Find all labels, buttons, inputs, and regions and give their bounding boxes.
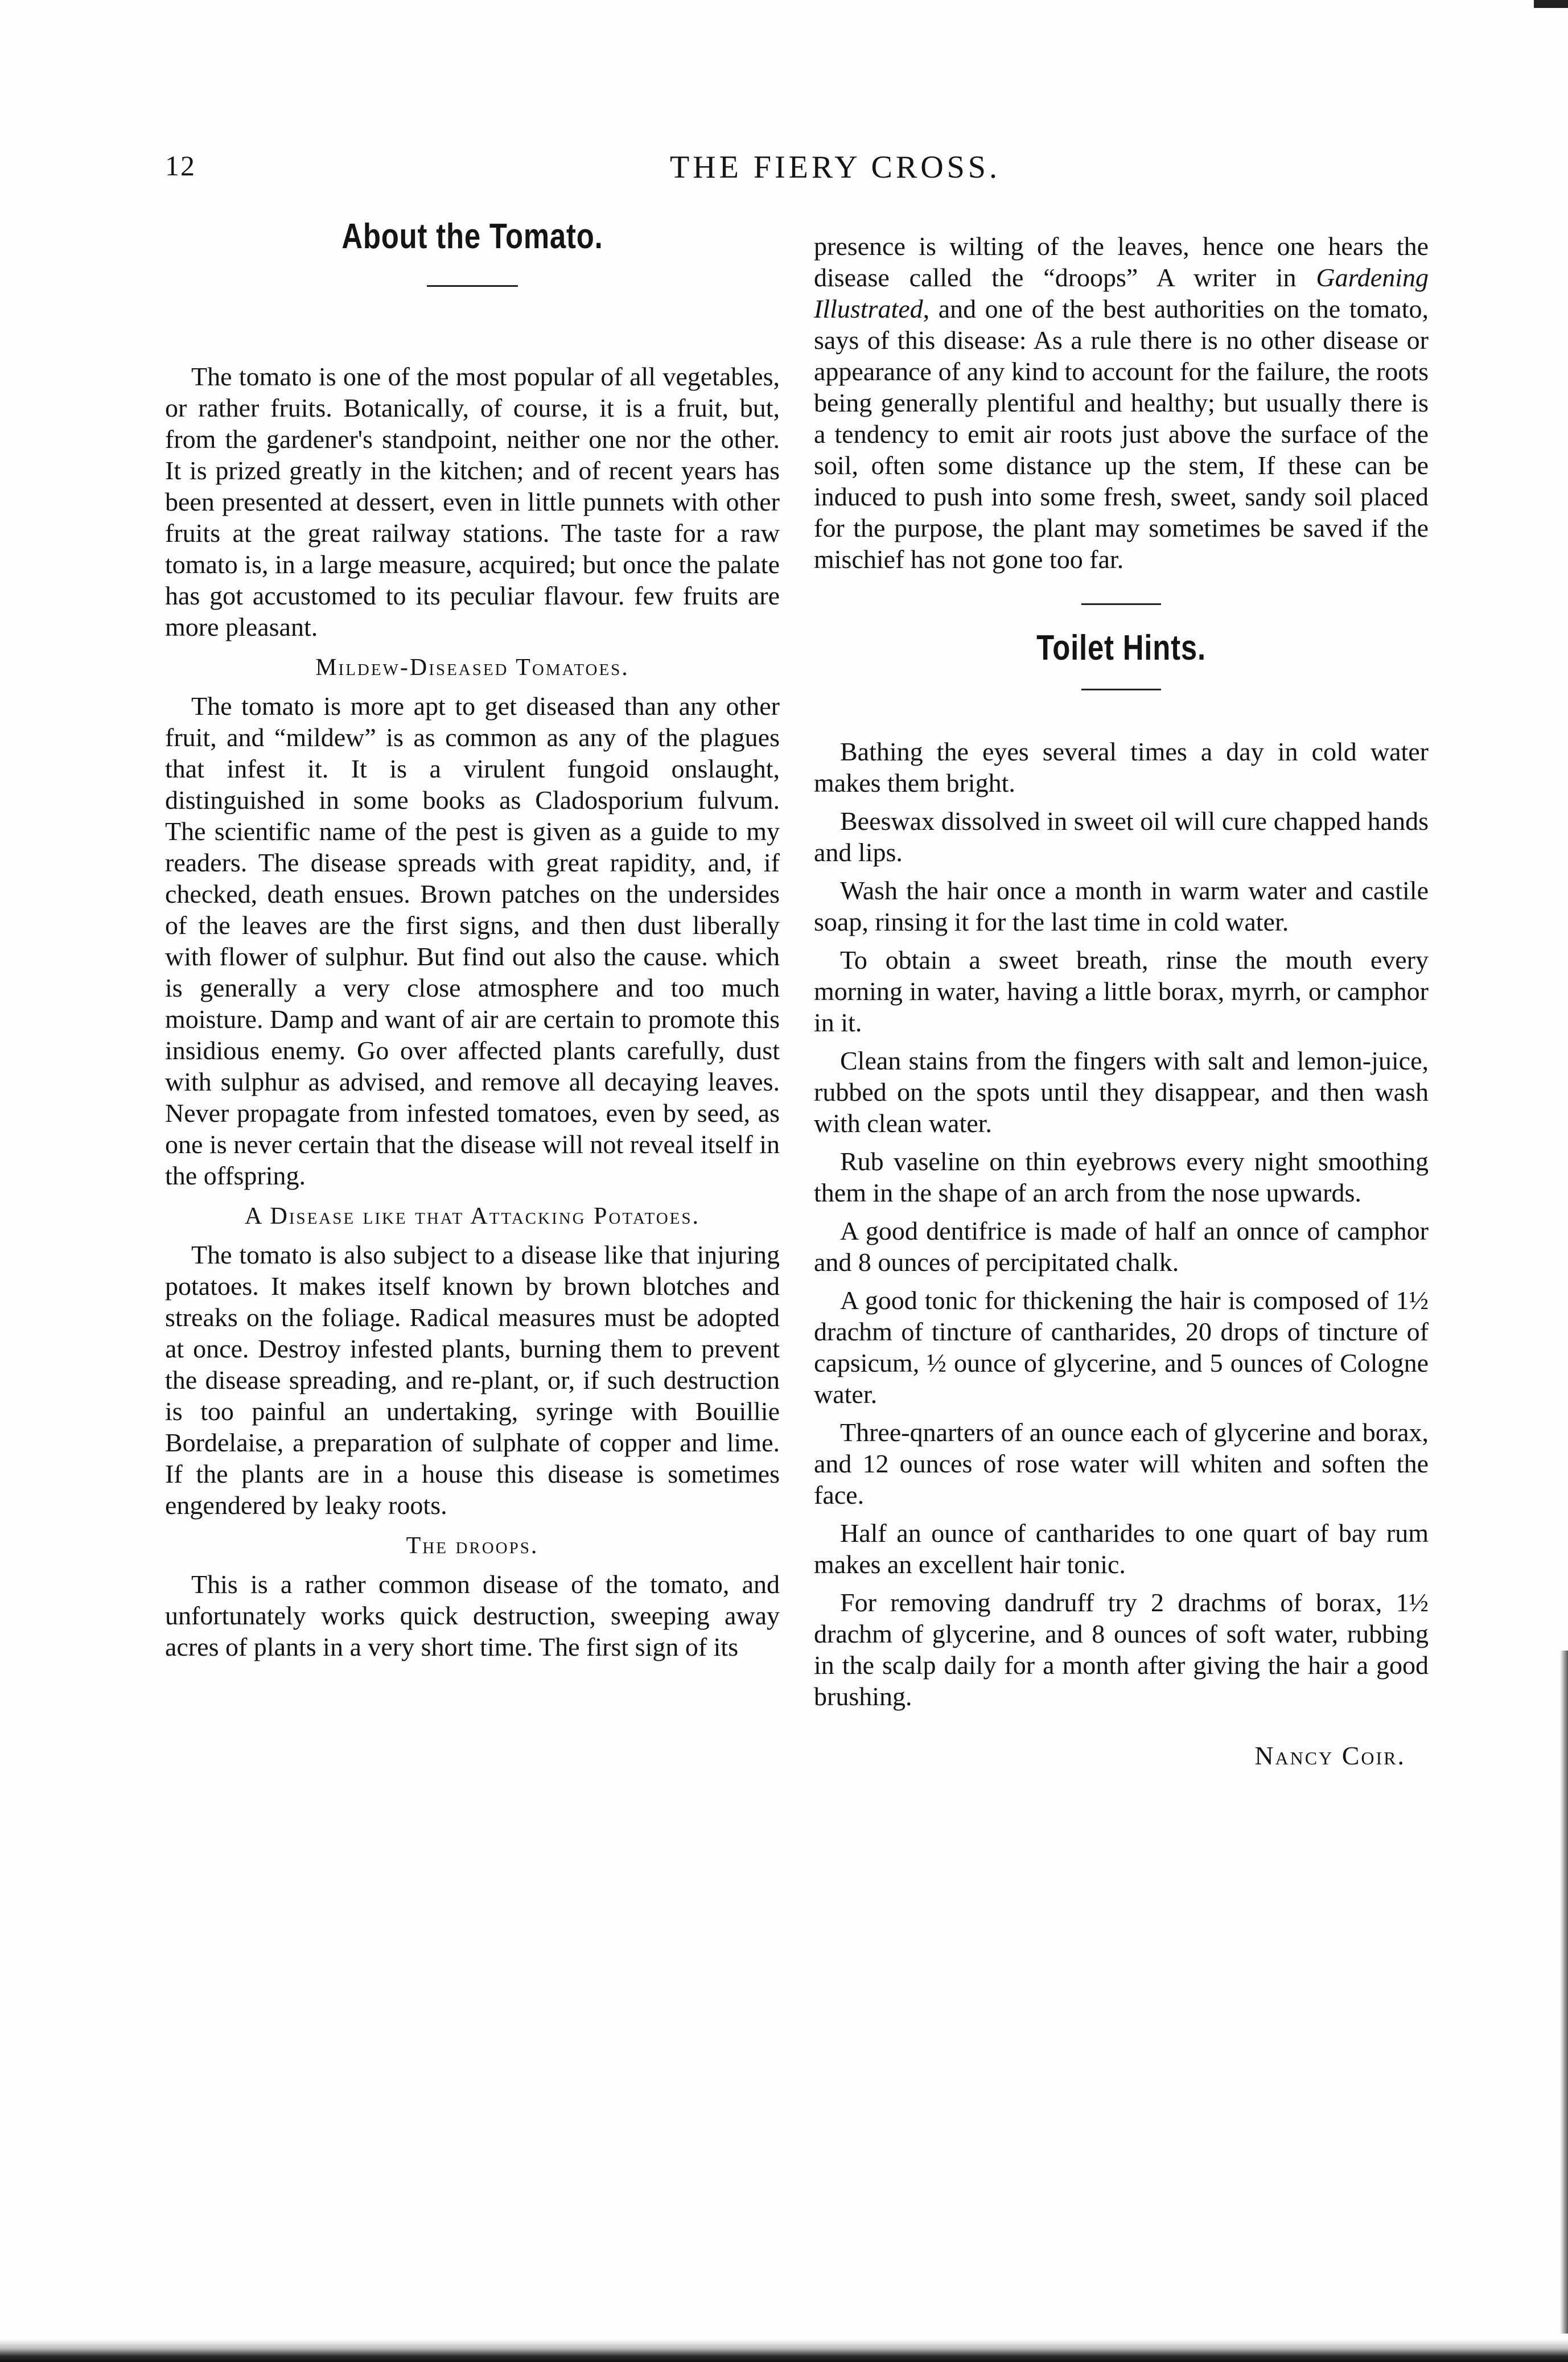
- toilet-title-rule: [1081, 689, 1161, 690]
- scan-right-edge: [1560, 1651, 1568, 2334]
- running-title: THE FIERY CROSS.: [670, 150, 1001, 185]
- potato-disease-paragraph: The tomato is also subject to a disease like that injuring potatoes. It makes itself known by brown blotches and streaks on the foliage. Radical measures must be adopted at once. Destroy infested plants, burning them to prevent the disease spreading, and re-plant, or, if such destruction is too painful an undertaking, syringe with Bouillie Bordelaise, a preparation of sulphate of copper and lime. If the plants are in a house this disease is sometimes engendered by leaky roots.: [165, 1240, 780, 1520]
- mildew-paragraph: The tomato is more apt to get diseased than any other fruit, and “mildew” is as common as any of the plagues that infest it. It is a virulent fungoid onslaught, distinguished in some books as Cladosporium fulvum. The scientific name of the pest is given as a guide to my readers. The disease spreads with great rapidity, and, if checked, death ensues. Brown patches on the undersides of the leaves are the first signs, and then dust liberally with flower of sulphur. But find out also the cause. which is generally a very close atmosphere and too much moisture. Damp and want of air are certain to promote this insidious enemy. Go over affected plants carefully, dust with sulphur as advised, and remove all decaying leaves. Never propagate from infested tomatoes, even by seed, as one is never certain that the disease will not reveal itself in the offspring.: [165, 692, 780, 1190]
- scan-bottom-edge: [0, 2339, 1568, 2362]
- droops-cont-text-1: presence is wilting of the leaves, hence one hears the disease called the “droops” A writer in: [814, 232, 1429, 292]
- title-rule: [427, 285, 518, 287]
- right-column: [814, 231, 1429, 1771]
- toilet-hint: To obtain a sweet breath, rinse the mouth every morning in water, having a little borax, myrrh, or camphor in it.: [814, 945, 1429, 1037]
- left-column: [165, 216, 780, 1669]
- article-title-toilet-hints: Toilet Hints.: [1036, 628, 1206, 668]
- author-signature: Nancy Coir.: [1254, 1741, 1406, 1770]
- toilet-hint: For removing dandruff try 2 drachms of borax, 1½ drachm of glycerine, and 8 ounces of soft water, rubbing in the scalp daily for a month after giving the hair a good brushing.: [814, 1588, 1429, 1711]
- toilet-hint: Clean stains from the fingers with salt and lemon-juice, rubbed on the spots until they disappear, and then wash with clean water.: [814, 1046, 1429, 1138]
- page-number: 12: [165, 150, 196, 182]
- section-rule: [1081, 603, 1161, 605]
- article-title-tomato: About the Tomato.: [341, 217, 603, 256]
- toilet-hint: Wash the hair once a month in warm water and castile soap, rinsing it for the last time in cold water.: [814, 876, 1429, 936]
- tomato-intro-paragraph: The tomato is one of the most popular of all vegetables, or rather fruits. Botanically, of course, it is a fruit, but, from the gardener's standpoint, neither one nor the other. It is prized greatly in the kitchen; and of recent years has been presented at dessert, even in little punnets with other fruits at the great railway stations. The taste for a raw tomato is, in a large measure, acquired; but once the palate has got accustomed to its peculiar flavour. few fruits are more pleasant.: [165, 362, 780, 641]
- toilet-hints-list: [814, 736, 1429, 1712]
- publication-title: Gardening Illustrated: [814, 263, 1429, 323]
- toilet-hint: Three-qnarters of an ounce each of glycerine and borax, and 12 ounces of rose water will whiten and soften the face.: [814, 1418, 1429, 1509]
- toilet-hint: Rub vaseline on thin eyebrows every night smoothing them in the shape of an arch from the nose upwards.: [814, 1147, 1429, 1207]
- toilet-hint: A good dentifrice is made of half an onnce of camphor and 8 ounces of percipitated chalk.: [814, 1216, 1429, 1277]
- toilet-hint: Half an ounce of cantharides to one quart of bay rum makes an excellent hair tonic.: [814, 1519, 1429, 1579]
- subheading-droops: The droops.: [406, 1533, 539, 1559]
- toilet-hint: A good tonic for thickening the hair is composed of 1½ drachm of tincture of cantharides, 20 drops of tincture of capsicum, ½ ounce of glycerine, and 5 ounces of Cologne water.: [814, 1286, 1429, 1409]
- droops-cont-text-2: , and one of the best authorities on the tomato, says of this disease: As a rule there is no other disease or appearance of any kind to account for the failure, the roots being generally plentiful and healthy; but usually there is a tendency to emit air roots just above the surface of the soil, often some distance up the stem, If these can be induced to push into some fresh, sweet, sandy soil placed for the purpose, the plant may sometimes be saved if the mischief has not gone too far.: [814, 294, 1429, 574]
- droops-paragraph: This is a rather common disease of the tomato, and unfortunately works quick destruction, sweeping away acres of plants in a very short time. The first sign of its: [165, 1570, 780, 1661]
- subheading-mildew: Mildew-Diseased Tomatoes.: [315, 655, 629, 681]
- scan-corner-mark: [1534, 0, 1568, 8]
- droops-continued-paragraph: [814, 231, 1429, 575]
- toilet-hint: Beeswax dissolved in sweet oil will cure chapped hands and lips.: [814, 806, 1429, 867]
- toilet-hint: Bathing the eyes several times a day in cold water makes them bright.: [814, 737, 1429, 797]
- subheading-potato-disease: A Disease like that Attacking Potatoes.: [244, 1203, 701, 1229]
